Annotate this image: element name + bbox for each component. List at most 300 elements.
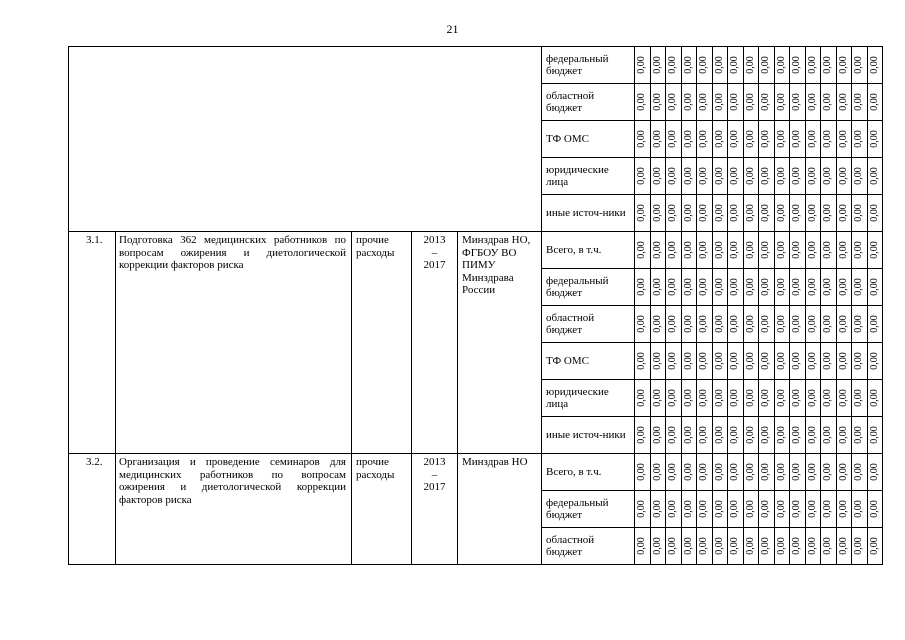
value-cell-top0-col11 <box>790 47 806 84</box>
value-text: 0,00 <box>713 463 725 481</box>
value-cell-m0s1-col3 <box>666 269 682 306</box>
value-cell-m0s2-col8 <box>743 306 759 343</box>
value-text: 0,00 <box>713 241 725 259</box>
value-text: 0,00 <box>822 537 834 555</box>
year-line: 2017 <box>423 481 446 493</box>
value-text: 0,00 <box>744 278 756 296</box>
value-text: 0,00 <box>713 389 725 407</box>
value-cell-top3-col16 <box>867 158 883 195</box>
funding-source: юридические лица <box>542 380 635 417</box>
value-cell-m0s2-col1 <box>635 306 651 343</box>
value-text: 0,00 <box>729 389 741 407</box>
value-text: 0,00 <box>775 167 787 185</box>
value-cell-top1-col16 <box>867 84 883 121</box>
value-text: 0,00 <box>682 426 694 444</box>
value-cell-m0s0-col3 <box>666 232 682 269</box>
value-cell-top2-col3 <box>666 121 682 158</box>
value-text: 0,00 <box>651 167 663 185</box>
value-text: 0,00 <box>729 315 741 333</box>
value-cell-m1s2-col14 <box>836 528 852 565</box>
value-cell-top3-col14 <box>836 158 852 195</box>
value-cell-m0s5-col4 <box>681 417 697 454</box>
value-text: 0,00 <box>667 241 679 259</box>
value-cell-m1s0-col16 <box>867 454 883 491</box>
value-cell-top4-col15 <box>852 195 868 232</box>
value-text: 0,00 <box>744 463 756 481</box>
value-text: 0,00 <box>853 352 865 370</box>
value-cell-top1-col13 <box>821 84 837 121</box>
value-text: 0,00 <box>853 389 865 407</box>
value-text: 0,00 <box>636 389 648 407</box>
value-cell-m0s1-col14 <box>836 269 852 306</box>
value-cell-top0-col9 <box>759 47 775 84</box>
value-text: 0,00 <box>791 426 803 444</box>
value-text: 0,00 <box>713 204 725 222</box>
value-cell-top3-col15 <box>852 158 868 195</box>
value-text: 0,00 <box>853 463 865 481</box>
funding-source: Всего, в т.ч. <box>542 232 635 269</box>
value-text: 0,00 <box>682 241 694 259</box>
value-cell-m0s0-col8 <box>743 232 759 269</box>
value-text: 0,00 <box>806 241 818 259</box>
funding-source: областной бюджет <box>542 306 635 343</box>
value-cell-top4-col16 <box>867 195 883 232</box>
value-text: 0,00 <box>791 500 803 518</box>
value-text: 0,00 <box>667 278 679 296</box>
value-text: 0,00 <box>791 352 803 370</box>
value-cell-m0s4-col10 <box>774 380 790 417</box>
value-text: 0,00 <box>868 352 880 370</box>
value-text: 0,00 <box>853 241 865 259</box>
value-text: 0,00 <box>651 130 663 148</box>
value-cell-m0s1-col5 <box>697 269 713 306</box>
value-text: 0,00 <box>636 537 648 555</box>
value-cell-m0s1-col2 <box>650 269 666 306</box>
value-text: 0,00 <box>822 426 834 444</box>
value-cell-m1s1-col4 <box>681 491 697 528</box>
value-cell-m0s3-col8 <box>743 343 759 380</box>
value-text: 0,00 <box>698 352 710 370</box>
value-text: 0,00 <box>775 426 787 444</box>
value-text: 0,00 <box>760 389 772 407</box>
value-cell-m1s2-col4 <box>681 528 697 565</box>
value-cell-m1s1-col15 <box>852 491 868 528</box>
value-cell-m0s0-col14 <box>836 232 852 269</box>
value-text: 0,00 <box>775 389 787 407</box>
value-text: 0,00 <box>868 500 880 518</box>
value-text: 0,00 <box>651 426 663 444</box>
value-text: 0,00 <box>744 500 756 518</box>
value-cell-m0s4-col15 <box>852 380 868 417</box>
value-text: 0,00 <box>698 93 710 111</box>
value-cell-m1s0-col12 <box>805 454 821 491</box>
value-cell-m0s5-col3 <box>666 417 682 454</box>
value-cell-m1s1-col11 <box>790 491 806 528</box>
value-cell-top0-col8 <box>743 47 759 84</box>
continued-cell <box>69 47 542 232</box>
value-text: 0,00 <box>775 278 787 296</box>
value-cell-m1s1-col6 <box>712 491 728 528</box>
value-cell-top0-col7 <box>728 47 744 84</box>
value-text: 0,00 <box>868 93 880 111</box>
value-cell-top3-col10 <box>774 158 790 195</box>
value-cell-m0s2-col12 <box>805 306 821 343</box>
value-cell-top4-col8 <box>743 195 759 232</box>
value-text: 0,00 <box>868 241 880 259</box>
value-text: 0,00 <box>775 56 787 74</box>
value-text: 0,00 <box>744 389 756 407</box>
value-text: 0,00 <box>791 389 803 407</box>
value-cell-top4-col3 <box>666 195 682 232</box>
value-text: 0,00 <box>636 56 648 74</box>
value-text: 0,00 <box>698 315 710 333</box>
value-cell-m1s1-col1 <box>635 491 651 528</box>
value-cell-m1s1-col7 <box>728 491 744 528</box>
value-cell-m0s5-col13 <box>821 417 837 454</box>
funding-source: федеральный бюджет <box>542 269 635 306</box>
funding-source: ТФ ОМС <box>542 121 635 158</box>
value-text: 0,00 <box>806 315 818 333</box>
funding-source: иные источ-ники <box>542 417 635 454</box>
value-cell-m0s5-col5 <box>697 417 713 454</box>
value-cell-top2-col12 <box>805 121 821 158</box>
value-cell-top1-col3 <box>666 84 682 121</box>
value-cell-m0s2-col14 <box>836 306 852 343</box>
value-cell-top0-col14 <box>836 47 852 84</box>
value-cell-m0s2-col4 <box>681 306 697 343</box>
value-text: 0,00 <box>667 204 679 222</box>
value-text: 0,00 <box>729 204 741 222</box>
value-text: 0,00 <box>868 389 880 407</box>
value-text: 0,00 <box>806 352 818 370</box>
value-cell-m0s2-col11 <box>790 306 806 343</box>
value-cell-m1s2-col8 <box>743 528 759 565</box>
value-text: 0,00 <box>837 500 849 518</box>
value-cell-m0s3-col1 <box>635 343 651 380</box>
value-cell-m0s4-col5 <box>697 380 713 417</box>
value-text: 0,00 <box>713 130 725 148</box>
value-text: 0,00 <box>791 204 803 222</box>
value-text: 0,00 <box>760 241 772 259</box>
value-text: 0,00 <box>744 352 756 370</box>
value-text: 0,00 <box>791 56 803 74</box>
value-text: 0,00 <box>806 537 818 555</box>
value-cell-top1-col15 <box>852 84 868 121</box>
value-cell-m1s2-col3 <box>666 528 682 565</box>
years-cell <box>412 232 458 454</box>
value-cell-top4-col5 <box>697 195 713 232</box>
value-text: 0,00 <box>806 204 818 222</box>
value-text: 0,00 <box>744 56 756 74</box>
value-cell-top0-col5 <box>697 47 713 84</box>
value-cell-m0s1-col16 <box>867 269 883 306</box>
value-cell-m0s3-col3 <box>666 343 682 380</box>
value-cell-m0s3-col11 <box>790 343 806 380</box>
value-cell-top3-col11 <box>790 158 806 195</box>
value-text: 0,00 <box>775 315 787 333</box>
responsible-executor: Минздрав НО, ФГБОУ ВО ПИМУ Минздрава России <box>458 232 542 454</box>
value-cell-top1-col11 <box>790 84 806 121</box>
value-text: 0,00 <box>806 500 818 518</box>
value-text: 0,00 <box>651 389 663 407</box>
value-text: 0,00 <box>698 500 710 518</box>
value-cell-m1s2-col11 <box>790 528 806 565</box>
value-text: 0,00 <box>636 93 648 111</box>
value-text: 0,00 <box>853 278 865 296</box>
value-cell-top0-col2 <box>650 47 666 84</box>
value-cell-m1s1-col12 <box>805 491 821 528</box>
value-text: 0,00 <box>698 167 710 185</box>
value-cell-m0s2-col16 <box>867 306 883 343</box>
value-cell-m0s1-col11 <box>790 269 806 306</box>
value-text: 0,00 <box>667 537 679 555</box>
value-text: 0,00 <box>729 93 741 111</box>
year-line: 2013 <box>423 234 446 246</box>
value-cell-m0s4-col7 <box>728 380 744 417</box>
value-text: 0,00 <box>822 315 834 333</box>
value-cell-m0s4-col14 <box>836 380 852 417</box>
value-cell-top3-col5 <box>697 158 713 195</box>
value-cell-m1s0-col9 <box>759 454 775 491</box>
value-text: 0,00 <box>682 130 694 148</box>
value-cell-top2-col10 <box>774 121 790 158</box>
value-cell-top3-col12 <box>805 158 821 195</box>
value-text: 0,00 <box>667 352 679 370</box>
value-text: 0,00 <box>636 241 648 259</box>
value-text: 0,00 <box>822 389 834 407</box>
value-cell-m0s5-col2 <box>650 417 666 454</box>
value-text: 0,00 <box>729 130 741 148</box>
page-number: 21 <box>446 22 459 36</box>
value-text: 0,00 <box>775 463 787 481</box>
value-text: 0,00 <box>791 130 803 148</box>
value-text: 0,00 <box>822 352 834 370</box>
value-cell-m1s1-col5 <box>697 491 713 528</box>
value-cell-m0s2-col9 <box>759 306 775 343</box>
value-text: 0,00 <box>682 389 694 407</box>
value-cell-m0s3-col6 <box>712 343 728 380</box>
value-text: 0,00 <box>713 537 725 555</box>
value-text: 0,00 <box>651 315 663 333</box>
value-text: 0,00 <box>698 241 710 259</box>
value-text: 0,00 <box>853 56 865 74</box>
value-cell-top0-col4 <box>681 47 697 84</box>
value-text: 0,00 <box>682 352 694 370</box>
value-text: 0,00 <box>682 93 694 111</box>
value-cell-top2-col14 <box>836 121 852 158</box>
value-cell-m1s1-col10 <box>774 491 790 528</box>
value-cell-m0s1-col13 <box>821 269 837 306</box>
value-text: 0,00 <box>806 56 818 74</box>
value-text: 0,00 <box>744 167 756 185</box>
value-cell-top2-col15 <box>852 121 868 158</box>
value-cell-m0s5-col14 <box>836 417 852 454</box>
funding-source: иные источ-ники <box>542 195 635 232</box>
value-text: 0,00 <box>837 315 849 333</box>
value-text: 0,00 <box>667 500 679 518</box>
value-cell-m0s3-col13 <box>821 343 837 380</box>
value-cell-top3-col3 <box>666 158 682 195</box>
value-text: 0,00 <box>868 167 880 185</box>
value-cell-m1s2-col7 <box>728 528 744 565</box>
value-cell-top1-col12 <box>805 84 821 121</box>
table-row <box>69 454 883 491</box>
value-cell-top4-col6 <box>712 195 728 232</box>
measure-name: Подготовка 362 медицинских работников по вопросам ожирения и диетологической коррекции факторов риска <box>116 232 352 454</box>
value-cell-top1-col7 <box>728 84 744 121</box>
value-cell-top4-col7 <box>728 195 744 232</box>
value-cell-top4-col13 <box>821 195 837 232</box>
value-cell-top1-col10 <box>774 84 790 121</box>
value-text: 0,00 <box>651 204 663 222</box>
value-cell-top0-col12 <box>805 47 821 84</box>
value-text: 0,00 <box>636 130 648 148</box>
value-text: 0,00 <box>744 241 756 259</box>
value-text: 0,00 <box>868 130 880 148</box>
value-text: 0,00 <box>853 537 865 555</box>
value-text: 0,00 <box>729 278 741 296</box>
value-cell-m0s4-col6 <box>712 380 728 417</box>
table-row <box>69 232 883 269</box>
value-text: 0,00 <box>667 93 679 111</box>
value-cell-m0s2-col6 <box>712 306 728 343</box>
value-cell-m1s1-col13 <box>821 491 837 528</box>
value-cell-top3-col6 <box>712 158 728 195</box>
value-text: 0,00 <box>837 167 849 185</box>
value-text: 0,00 <box>698 389 710 407</box>
value-text: 0,00 <box>791 167 803 185</box>
value-text: 0,00 <box>760 463 772 481</box>
value-cell-m0s2-col7 <box>728 306 744 343</box>
value-text: 0,00 <box>636 204 648 222</box>
value-cell-m1s2-col10 <box>774 528 790 565</box>
year-line: – <box>431 246 438 259</box>
value-text: 0,00 <box>853 130 865 148</box>
value-cell-m1s0-col1 <box>635 454 651 491</box>
value-cell-m1s0-col5 <box>697 454 713 491</box>
value-cell-m0s2-col15 <box>852 306 868 343</box>
value-text: 0,00 <box>682 537 694 555</box>
value-cell-m0s2-col13 <box>821 306 837 343</box>
value-cell-top2-col13 <box>821 121 837 158</box>
value-text: 0,00 <box>698 56 710 74</box>
value-cell-top4-col14 <box>836 195 852 232</box>
value-cell-m1s0-col13 <box>821 454 837 491</box>
funding-source: областной бюджет <box>542 528 635 565</box>
value-text: 0,00 <box>806 463 818 481</box>
value-cell-m1s0-col7 <box>728 454 744 491</box>
value-text: 0,00 <box>775 537 787 555</box>
value-cell-top4-col1 <box>635 195 651 232</box>
value-cell-m1s2-col1 <box>635 528 651 565</box>
value-text: 0,00 <box>744 537 756 555</box>
value-text: 0,00 <box>822 167 834 185</box>
value-text: 0,00 <box>682 167 694 185</box>
value-cell-m0s3-col2 <box>650 343 666 380</box>
value-cell-m1s0-col15 <box>852 454 868 491</box>
value-cell-m0s4-col16 <box>867 380 883 417</box>
value-text: 0,00 <box>682 315 694 333</box>
value-text: 0,00 <box>651 537 663 555</box>
value-cell-m0s2-col10 <box>774 306 790 343</box>
value-cell-top0-col1 <box>635 47 651 84</box>
funding-source: Всего, в т.ч. <box>542 454 635 491</box>
value-cell-m1s2-col2 <box>650 528 666 565</box>
value-text: 0,00 <box>667 315 679 333</box>
value-text: 0,00 <box>698 537 710 555</box>
value-text: 0,00 <box>806 130 818 148</box>
value-cell-top4-col12 <box>805 195 821 232</box>
value-text: 0,00 <box>651 352 663 370</box>
value-text: 0,00 <box>775 130 787 148</box>
value-text: 0,00 <box>682 278 694 296</box>
value-cell-m1s2-col6 <box>712 528 728 565</box>
value-cell-m0s0-col16 <box>867 232 883 269</box>
funding-source: ТФ ОМС <box>542 343 635 380</box>
value-cell-top2-col7 <box>728 121 744 158</box>
value-cell-m0s1-col4 <box>681 269 697 306</box>
value-cell-m1s2-col5 <box>697 528 713 565</box>
value-text: 0,00 <box>791 278 803 296</box>
year-line: – <box>431 468 438 481</box>
value-text: 0,00 <box>822 241 834 259</box>
value-text: 0,00 <box>651 93 663 111</box>
value-cell-top4-col2 <box>650 195 666 232</box>
value-cell-m0s2-col3 <box>666 306 682 343</box>
value-text: 0,00 <box>837 93 849 111</box>
funding-source: федеральный бюджет <box>542 491 635 528</box>
value-text: 0,00 <box>744 204 756 222</box>
value-cell-m0s4-col13 <box>821 380 837 417</box>
value-cell-m0s0-col7 <box>728 232 744 269</box>
value-text: 0,00 <box>682 463 694 481</box>
value-cell-m0s0-col11 <box>790 232 806 269</box>
value-text: 0,00 <box>822 130 834 148</box>
value-text: 0,00 <box>682 56 694 74</box>
responsible-executor: Минздрав НО <box>458 454 542 565</box>
value-text: 0,00 <box>667 167 679 185</box>
value-cell-top2-col16 <box>867 121 883 158</box>
value-text: 0,00 <box>806 278 818 296</box>
value-text: 0,00 <box>760 93 772 111</box>
value-text: 0,00 <box>837 56 849 74</box>
value-text: 0,00 <box>760 130 772 148</box>
value-text: 0,00 <box>698 204 710 222</box>
funding-source: юридические лица <box>542 158 635 195</box>
value-text: 0,00 <box>744 315 756 333</box>
value-cell-m1s1-col2 <box>650 491 666 528</box>
value-cell-top1-col2 <box>650 84 666 121</box>
value-text: 0,00 <box>822 278 834 296</box>
value-text: 0,00 <box>853 167 865 185</box>
value-cell-top2-col8 <box>743 121 759 158</box>
value-text: 0,00 <box>837 352 849 370</box>
value-cell-top0-col13 <box>821 47 837 84</box>
value-cell-top2-col1 <box>635 121 651 158</box>
measure-name: Организация и проведение семинаров для медицинских работников по вопросам ожирения и диетологической коррекции факторов риска <box>116 454 352 565</box>
value-cell-top1-col9 <box>759 84 775 121</box>
value-text: 0,00 <box>806 93 818 111</box>
value-cell-m0s3-col14 <box>836 343 852 380</box>
value-text: 0,00 <box>775 352 787 370</box>
value-text: 0,00 <box>729 537 741 555</box>
value-cell-top3-col8 <box>743 158 759 195</box>
value-text: 0,00 <box>636 426 648 444</box>
value-text: 0,00 <box>682 204 694 222</box>
value-cell-top2-col4 <box>681 121 697 158</box>
value-cell-m0s1-col15 <box>852 269 868 306</box>
years-cell <box>412 454 458 565</box>
